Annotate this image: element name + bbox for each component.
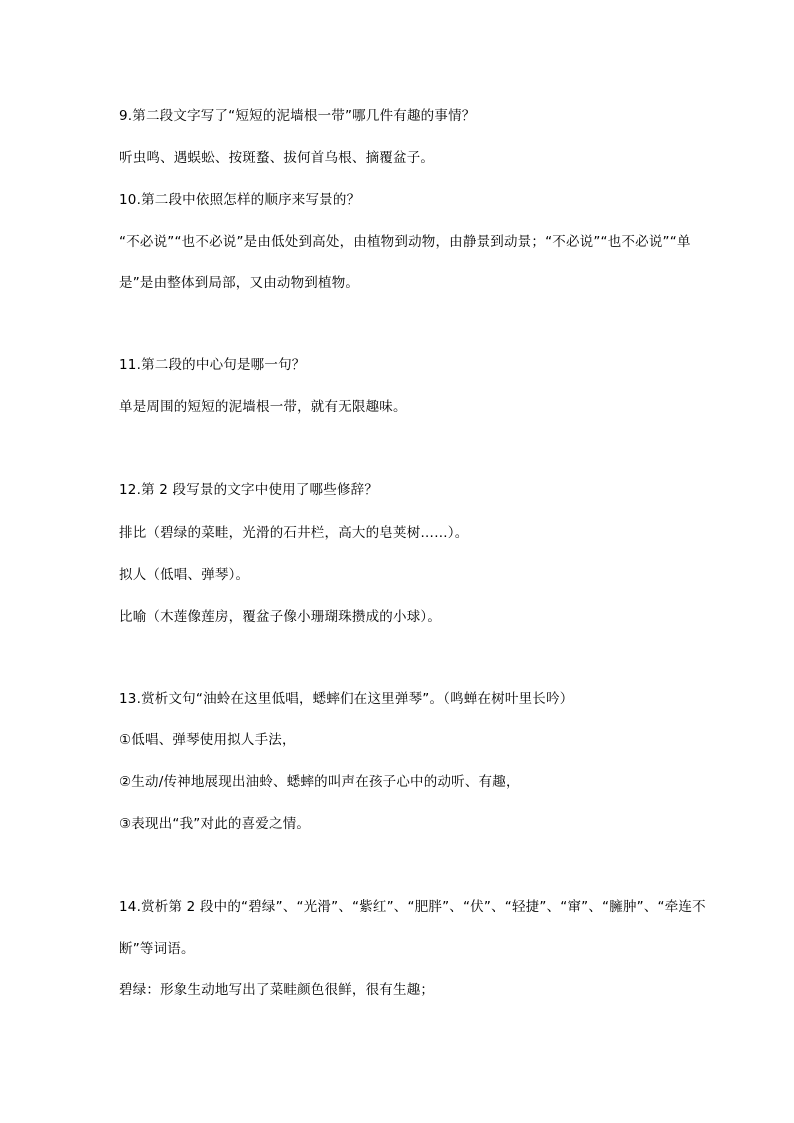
question-10: 10.第二段中依照怎样的顺序来写景的？ [119,192,361,208]
answer-13-point-2: ②生动/传神地展现出油蛉、蟋蟀的叫声在孩子心中的动听、有趣， [119,774,520,790]
answer-13-point-1: ①低唱、弹琴使用拟人手法， [119,732,296,748]
answer-9: 听虫鸣、遇蜈蚣、按斑蝥、拔何首乌根、摘覆盆子。 [119,150,435,166]
answer-12-parallelism: 排比（碧绿的菜畦，光滑的石井栏，高大的皂荚树……）。 [119,525,469,541]
answer-10-line-1: “不必说”“也不必说”是由低处到高处，由植物到动物，由静景到动景；“不必说”“也不必说”“单 [119,234,691,250]
question-13: 13.赏析文句“油蛉在这里低唱，蟋蟀们在这里弹琴”。（鸣蝉在树叶里长吟） [119,691,574,707]
answer-14-bilv: 碧绿：形象生动地写出了菜畦颜色很鲜，很有生趣； [119,982,435,998]
question-11: 11.第二段的中心句是哪一句？ [119,357,306,373]
answer-13-point-3: ③表现出“我”对此的喜爱之情。 [119,816,311,832]
answer-11: 单是周围的短短的泥墙根一带，就有无限趣味。 [119,399,407,415]
answer-12-personification: 拟人（低唱、弹琴）。 [119,567,250,583]
answer-12-metaphor: 比喻（木莲像莲房，覆盆子像小珊瑚珠攒成的小球）。 [119,609,442,625]
question-14-line-2: 断”等词语。 [119,941,195,957]
question-14-line-1: 14.赏析第 2 段中的“碧绿”、“光滑”、“紫红”、“肥胖”、“伏”、“轻捷”、“窜”、“臃肿”、“牵连不 [119,899,706,915]
question-9: 9.第二段文字写了“短短的泥墙根一带”哪几件有趣的事情？ [119,108,476,124]
answer-10-line-2: 是”是由整体到局部，又由动物到植物。 [119,275,360,291]
question-12: 12.第 2 段写景的文字中使用了哪些修辞？ [119,482,379,498]
